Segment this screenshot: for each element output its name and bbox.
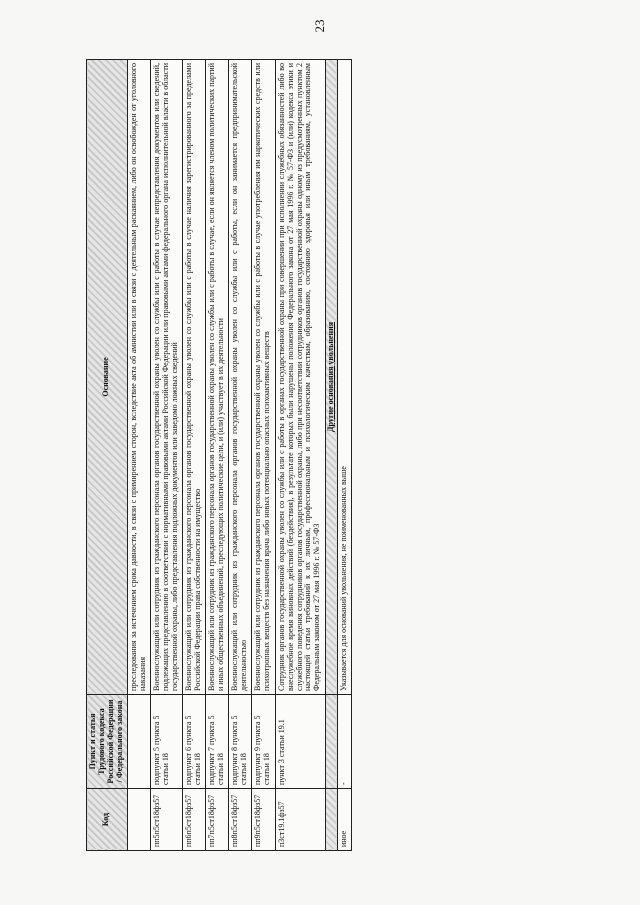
table-row (206, 60, 229, 851)
cell-article (127, 695, 150, 789)
table-row (150, 60, 182, 851)
cell-article: подпункт 9 пункта 5 статьи 18 (252, 695, 275, 789)
cell-article: подпункт 8 пункта 5 статьи 18 (229, 695, 252, 789)
table-row (183, 60, 206, 851)
rotated-table-container (86, 60, 352, 851)
table-header-row (87, 60, 128, 851)
cell-code (127, 789, 150, 851)
section-blank-cell (325, 695, 337, 789)
cell-basis: Военнослужащий или сотрудник из гражданского персонала органов государственной охраны уволен со службы или с работы в случае употребления им наркотических средств или психотропных веществ без назначения врача либо новых потенциально опасных психоактивных веществ (252, 60, 275, 695)
table-row-continuation (127, 60, 150, 851)
section-title: Другие основания увольнения (325, 60, 337, 695)
table-row (275, 60, 325, 851)
cell-code: пп9п5ст18фз57 (252, 789, 275, 851)
cell-article: подпункт 5 пункта 5 статьи 18 (150, 695, 182, 789)
table-row-other (337, 60, 351, 851)
cell-basis: Сотрудник органов государственной охраны уволен со службы или с работы в органах государственной охраны при совершении при исполнении служебных обязанностей либо во внеслужебное время виновных действий (бездействия), в результате которых были нарушены положения Федерального закона от 27 мая 1996 г. № 57-ФЗ и (или) кодекса этики и служебного поведения сотрудников органов государственной охраны, либо при несоответствии сотрудников органов государственной охраны одному из предусмотренных пунктом 2 настоящей статьи требований к их личным, профессиональным и психологическим качествам, образованию, состоянию здоровья или иным требованиям, установленным Федеральным законом от 27 мая 1996 г. № 57-ФЗ (275, 60, 325, 695)
cell-basis: Военнослужащий или сотрудник из гражданского персонала органов государственной охраны уволен со службы или с работы в случае, если он является членом политических партий и иных общественных объединений, преследующих политические цели, и (или) участвует в их деятельности (206, 60, 229, 695)
section-row (325, 60, 337, 851)
header-basis: Основание (87, 60, 128, 695)
cell-code: пп6п5ст18фз57 (183, 789, 206, 851)
cell-article: - (337, 695, 351, 789)
cell-basis: Военнослужащий или сотрудник из гражданского персонала органов государственной охраны уволен со службы или с работы, если он занимается предпринимательской деятельностью (229, 60, 252, 695)
table-row (229, 60, 252, 851)
cell-basis: Указывается для оснований увольнения, не поименованных выше (337, 60, 351, 695)
section-blank-cell (325, 789, 337, 851)
cell-article: пункт 3 статьи 19.1 (275, 695, 325, 789)
cell-code: пп7п5ст18фз57 (206, 789, 229, 851)
cell-code: пп5п5ст18фз57 (150, 789, 182, 851)
cell-code: пп8п5ст18фз57 (229, 789, 252, 851)
cell-code: п3ст19.1фз57 (275, 789, 325, 851)
page-number: 23 (312, 19, 327, 33)
cell-basis: Военнослужащий или сотрудник из гражданского персонала органов государственной охраны уволен со службы или с работы в случае наличия зарегистрированного за пределами Российской Федерации права собственности на имущество (183, 60, 206, 695)
header-article: Пункт и статья Трудового кодекса Российской Федерации / Федерального закона (87, 695, 128, 789)
cell-code: иное (337, 789, 351, 851)
cell-basis: Военнослужащий или сотрудник из гражданского персонала органов государственной охраны уволен со службы или с работы в случае непредставления документов или сведений, подлежащих представлению в соответствии с нормативными правовыми актами Российской Федерации или правовыми актами федерального органа исполнительной власти в области государственной охраны, либо представления подложных документов или заведомо ложных сведений (150, 60, 182, 695)
cell-basis: преследования за истечением срока давности, в связи с примирением сторон, вследствие акта об амнистии или в связи с деятельным раскаянием, либо он освобожден от уголовного наказания (127, 60, 150, 695)
dismissal-codes-table (86, 59, 352, 851)
cell-article: подпункт 6 пункта 5 статьи 18 (183, 695, 206, 789)
cell-article: подпункт 7 пункта 5 статьи 18 (206, 695, 229, 789)
header-code: Код (87, 789, 128, 851)
table-row (252, 60, 275, 851)
